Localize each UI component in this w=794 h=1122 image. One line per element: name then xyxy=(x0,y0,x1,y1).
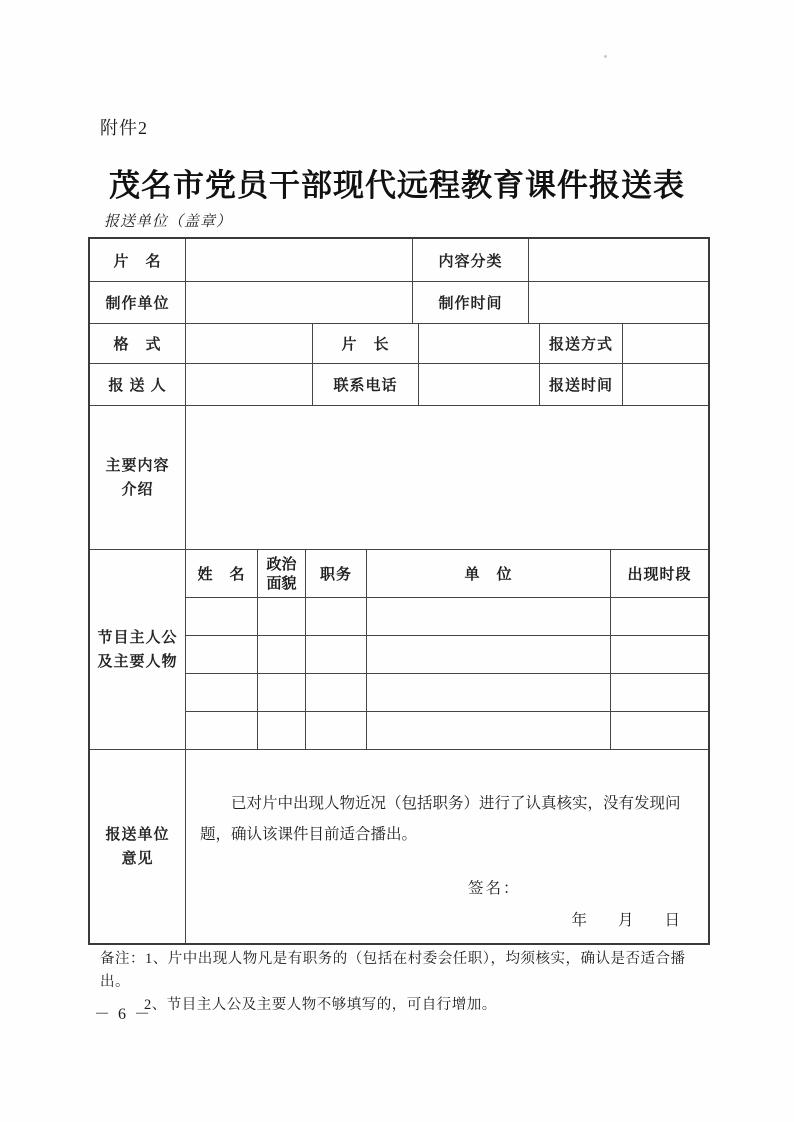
date-placeholder: 年 月 日 xyxy=(571,912,680,929)
cast-political-cell xyxy=(258,636,306,673)
form-row-submitter xyxy=(90,364,708,406)
contact-phone-label: 联系电话 xyxy=(313,364,419,405)
footnote-item-1: 1、片中出现人物凡是有职务的（包括在村委会任职），均须核实，确认是否适合播出。 xyxy=(100,951,686,990)
cast-unit-cell xyxy=(367,674,611,711)
submitter-value xyxy=(186,364,313,405)
cast-unit-cell xyxy=(367,636,611,673)
submission-time-value xyxy=(623,364,708,405)
production-time-label: 制作时间 xyxy=(413,282,529,323)
opinion-body xyxy=(186,750,708,943)
cast-position-cell xyxy=(306,674,367,711)
cast-position-cell xyxy=(306,712,367,750)
cast-section-label xyxy=(90,550,186,750)
form-row-format xyxy=(90,324,708,364)
main-content-intro-label-line2: 介绍 xyxy=(121,480,154,498)
film-name-value xyxy=(186,239,413,281)
form-row-title xyxy=(90,239,708,282)
film-name-label: 片 名 xyxy=(90,239,186,281)
cast-name-cell xyxy=(186,674,258,711)
cast-time-cell xyxy=(611,636,708,673)
content-category-label: 内容分类 xyxy=(413,239,529,281)
main-content-intro-label-line1: 主要内容 xyxy=(105,456,170,474)
format-label: 格 式 xyxy=(90,324,186,363)
cast-row xyxy=(186,712,708,750)
scan-speck xyxy=(604,55,607,58)
cast-unit-cell xyxy=(367,712,611,750)
cast-subtable xyxy=(186,550,708,750)
signature-label: 签名： xyxy=(468,880,521,897)
cast-col-name: 姓 名 xyxy=(186,550,258,597)
cast-time-cell xyxy=(611,712,708,750)
footnote-line-2 xyxy=(144,994,712,1017)
cast-section-label-line2: 及主要人物 xyxy=(97,653,178,670)
submission-form-table xyxy=(88,237,710,945)
form-row-producer xyxy=(90,282,708,324)
cast-political-cell xyxy=(258,712,306,750)
submission-time-label: 报送时间 xyxy=(540,364,623,405)
cast-col-unit: 单 位 xyxy=(367,550,611,597)
cast-political-cell xyxy=(258,674,306,711)
cast-row xyxy=(186,598,708,636)
cast-col-political-line2: 面貌 xyxy=(266,574,297,592)
submission-method-label: 报送方式 xyxy=(540,324,623,363)
cast-row xyxy=(186,636,708,674)
film-length-value xyxy=(419,324,540,363)
opinion-statement: 已对片中出现人物近况（包括职务）进行了认真核实，没有发现问题，确认该课件目前适合播出。 xyxy=(200,795,681,843)
form-row-intro xyxy=(90,406,708,550)
footnote-prefix: 备注： xyxy=(100,951,145,967)
cast-section-label-line1: 节目主人公 xyxy=(97,629,178,646)
page-title: 茂名市党员干部现代远程教育课件报送表 xyxy=(109,168,685,203)
footnotes xyxy=(100,948,712,1017)
cast-name-cell xyxy=(186,712,258,750)
cast-political-cell xyxy=(258,598,306,635)
opinion-content-cell xyxy=(186,750,708,943)
format-value xyxy=(186,324,313,363)
form-row-cast xyxy=(90,550,708,750)
contact-phone-value xyxy=(419,364,540,405)
cast-position-cell xyxy=(306,598,367,635)
opinion-section-label xyxy=(90,750,186,943)
main-content-intro-value xyxy=(186,406,708,549)
cast-col-time: 出现时段 xyxy=(627,566,692,583)
cast-name-cell xyxy=(186,598,258,635)
content-category-value xyxy=(529,239,708,281)
submission-method-value xyxy=(623,324,708,363)
production-unit-value xyxy=(186,282,413,323)
main-content-intro-label xyxy=(90,406,186,549)
submitter-label: 报 送 人 xyxy=(90,364,186,405)
film-length-label: 片 长 xyxy=(313,324,419,363)
footnote-item-2: 2、节目主人公及主要人物不够填写的，可自行增加。 xyxy=(144,997,497,1013)
form-row-opinion xyxy=(90,750,708,943)
production-time-value xyxy=(529,282,708,323)
cast-time-cell xyxy=(611,674,708,711)
cast-name-cell xyxy=(186,636,258,673)
cast-col-political-line1: 政治 xyxy=(266,555,297,573)
attachment-label: 附件2 xyxy=(100,118,148,138)
seal-note: 报送单位（盖章） xyxy=(104,214,233,230)
cast-header-row xyxy=(186,550,708,598)
cast-position-cell xyxy=(306,636,367,673)
cast-col-position: 职务 xyxy=(306,550,367,597)
footnote-line-1 xyxy=(100,948,712,994)
page-number: － 6 － xyxy=(94,1006,153,1023)
cast-unit-cell xyxy=(367,598,611,635)
opinion-section-label-line1: 报送单位 xyxy=(105,825,170,843)
cast-time-cell xyxy=(611,598,708,635)
production-unit-label: 制作单位 xyxy=(90,282,186,323)
cast-row xyxy=(186,674,708,712)
cast-col-political-status xyxy=(258,550,306,597)
opinion-section-label-line2: 意见 xyxy=(121,849,154,867)
